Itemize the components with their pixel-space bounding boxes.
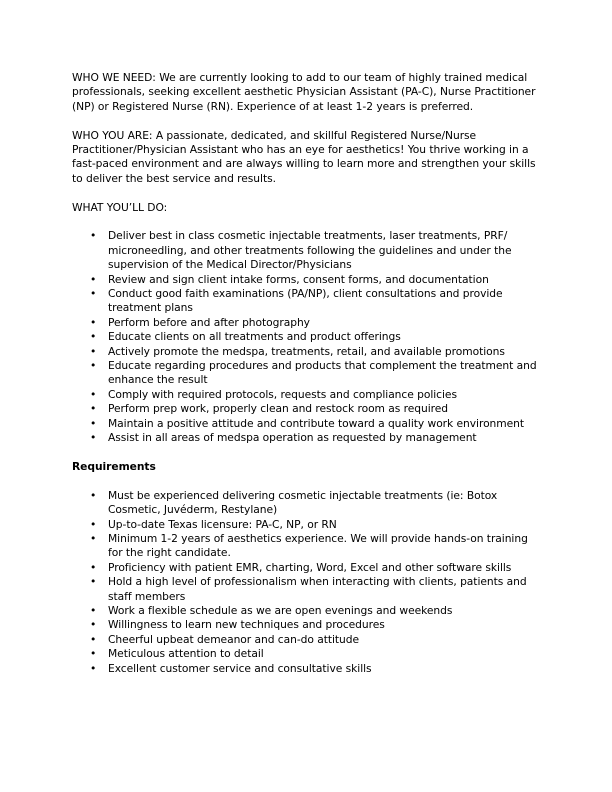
- list-item: [72, 417, 542, 431]
- list-item: [72, 359, 542, 388]
- who-we-need-paragraph: WHO WE NEED: We are currently looking to add to our team of highly trained medical professionals, seeking excellent aesthetic Physician Assistant (PA-C), Nurse Practitioner (NP) or Registered Nurse (RN). Experience of at least 1-2 years is preferred.: [72, 71, 536, 113]
- who-you-are-paragraph: WHO YOU ARE: A passionate, dedicated, and skillful Registered Nurse/Nurse Practitioner/Physician Assistant who has an eye for aesthetics! You thrive working in a fast-paced environment and are always willing to learn more and strengthen your skills to deliver the best service and results.: [72, 128, 536, 185]
- requirement-text: Meticulous attention to detail: [108, 647, 264, 661]
- list-item: [72, 431, 542, 445]
- requirement-text: Work a flexible schedule as we are open evenings and weekends: [108, 603, 453, 617]
- list-item: [72, 345, 542, 359]
- spacer: [72, 114, 542, 128]
- bullet-icon: •: [90, 632, 97, 646]
- spacer: [72, 186, 542, 200]
- list-item: [72, 316, 542, 330]
- duty-text: Maintain a positive attitude and contribute toward a quality work environment: [108, 416, 525, 430]
- bullet-icon: •: [90, 560, 97, 574]
- spacer: [72, 474, 542, 488]
- list-item: [72, 330, 542, 344]
- list-item: [72, 618, 542, 632]
- bullet-icon: •: [90, 575, 97, 589]
- bullet-icon: •: [90, 272, 97, 286]
- requirements-list: [72, 489, 542, 676]
- bullet-icon: •: [90, 387, 97, 401]
- list-item: [72, 647, 542, 661]
- bullet-icon: •: [90, 359, 97, 373]
- bullet-icon: •: [90, 531, 97, 545]
- list-item: [72, 402, 542, 416]
- duty-text: Deliver best in class cosmetic injectable treatments, laser treatments, PRF/ microneedling, and other treatments following the guidelines and under the supervision of the Medical Director/Physicians: [108, 229, 512, 272]
- spacer: [72, 446, 542, 460]
- requirement-text: Proficiency with patient EMR, charting, Word, Excel and other software skills: [108, 560, 512, 574]
- list-item: [72, 287, 542, 316]
- list-item: [72, 604, 542, 618]
- list-item: [72, 662, 542, 676]
- requirement-text: Hold a high level of professionalism when interacting with clients, patients and staff members: [108, 575, 527, 603]
- bullet-icon: •: [90, 402, 97, 416]
- list-item: [72, 273, 542, 287]
- bullet-icon: •: [90, 229, 97, 243]
- bullet-icon: •: [90, 488, 97, 502]
- duty-text: Perform before and after photography: [108, 315, 310, 329]
- list-item: [72, 388, 542, 402]
- requirement-text: Cheerful upbeat demeanor and can-do attitude: [108, 632, 360, 646]
- bullet-icon: •: [90, 647, 97, 661]
- spacer: [72, 215, 542, 229]
- bullet-icon: •: [90, 517, 97, 531]
- what-youll-do-heading: WHAT YOU’LL DO:: [72, 200, 168, 214]
- list-item: [72, 633, 542, 647]
- list-item: [72, 518, 542, 532]
- bullet-icon: •: [90, 416, 97, 430]
- duty-text: Perform prep work, properly clean and restock room as required: [108, 402, 449, 416]
- job-description-page: [72, 71, 542, 676]
- requirement-text: Willingness to learn new techniques and procedures: [108, 618, 385, 632]
- bullet-icon: •: [90, 431, 97, 445]
- bullet-icon: •: [90, 661, 97, 675]
- list-item: [72, 575, 542, 604]
- requirement-text: Must be experienced delivering cosmetic injectable treatments (ie: Botox Cosmetic, Juvéderm, Restylane): [108, 488, 498, 517]
- requirement-text: Minimum 1-2 years of aesthetics experience. We will provide hands-on training for the right candidate.: [108, 531, 528, 560]
- requirement-text: Up-to-date Texas licensure: PA-C, NP, or RN: [108, 517, 337, 531]
- duty-text: Actively promote the medspa, treatments, retail, and available promotions: [108, 344, 505, 358]
- list-item: [72, 229, 542, 272]
- duties-list: [72, 229, 542, 445]
- duty-text: Assist in all areas of medspa operation as requested by management: [108, 431, 477, 445]
- duty-text: Review and sign client intake forms, consent forms, and documentation: [108, 272, 489, 286]
- list-item: [72, 561, 542, 575]
- requirements-heading: Requirements: [72, 459, 156, 473]
- duty-text: Conduct good faith examinations (PA/NP), client consultations and provide treatment plans: [108, 287, 503, 315]
- list-item: [72, 532, 542, 561]
- bullet-icon: •: [90, 315, 97, 329]
- duty-text: Educate clients on all treatments and product offerings: [108, 330, 401, 344]
- duty-text: Educate regarding procedures and products that complement the treatment and enhance the result: [108, 359, 537, 387]
- bullet-icon: •: [90, 618, 97, 632]
- bullet-icon: •: [90, 344, 97, 358]
- requirement-text: Excellent customer service and consultative skills: [108, 661, 372, 675]
- list-item: [72, 489, 542, 518]
- bullet-icon: •: [90, 603, 97, 617]
- bullet-icon: •: [90, 287, 97, 301]
- bullet-icon: •: [90, 330, 97, 344]
- duty-text: Comply with required protocols, requests and compliance policies: [108, 387, 457, 401]
